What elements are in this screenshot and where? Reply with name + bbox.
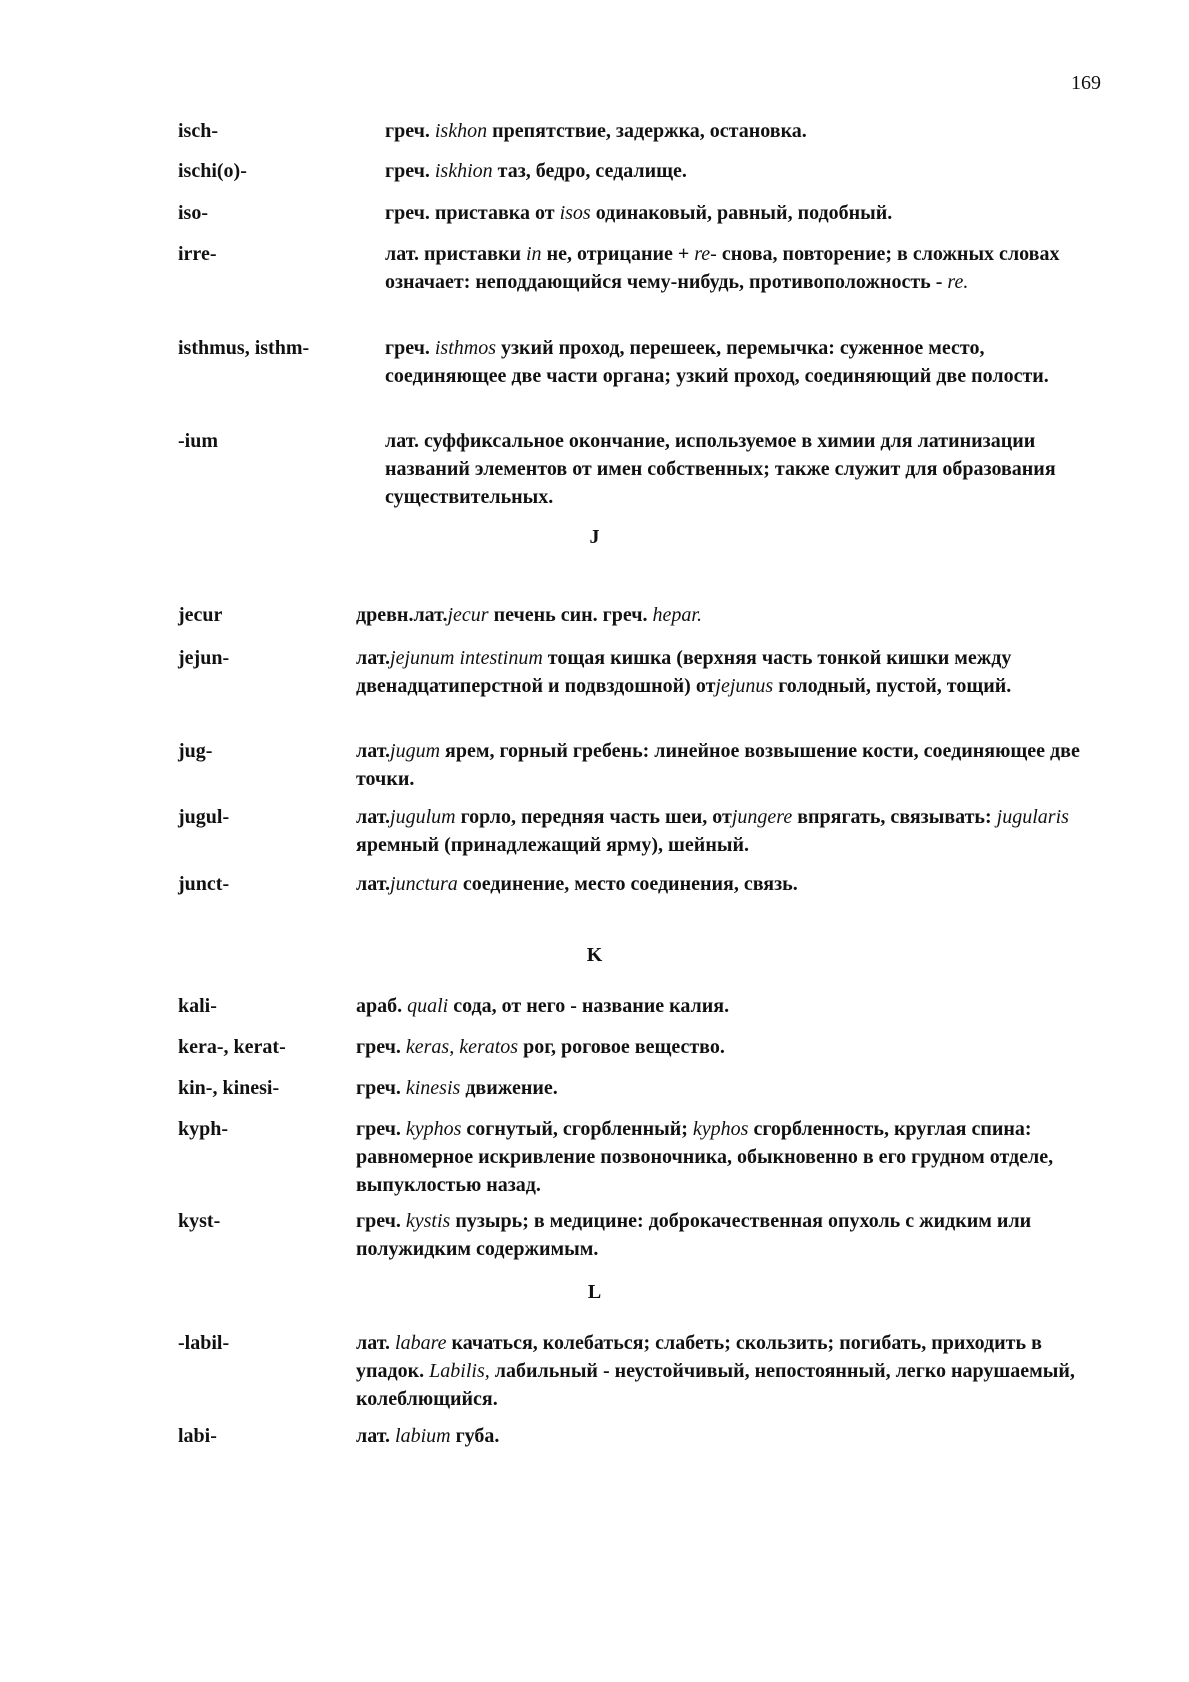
definition-text: лат. xyxy=(356,647,391,669)
definition-latin-word: jugulum xyxy=(390,806,456,828)
entry-definition xyxy=(356,1207,1091,1263)
entry-term: labi- xyxy=(178,1425,217,1447)
definition-latin-word: kyphos xyxy=(405,1118,462,1140)
definition-text: лат. xyxy=(356,1332,396,1354)
definition-text: греч. xyxy=(356,1036,406,1058)
definition-text: лат. приставки xyxy=(385,243,526,265)
definition-latin-word: iskhon xyxy=(434,120,488,142)
entry-definition xyxy=(356,992,1091,1020)
entry-term: iso- xyxy=(178,202,208,224)
definition-text: греч. приставка от xyxy=(385,202,560,224)
definition-text: узкий проход, перешеек, перемычка: суженное место, соединяющее две части органа; узкий проход, соединяющий две полости. xyxy=(385,337,1049,387)
definition-text: греч. xyxy=(356,1210,406,1232)
entry-definition xyxy=(385,199,1090,227)
definition-latin-word: iskhion xyxy=(434,160,493,182)
definition-text: согнутый, сгорбленный; xyxy=(461,1118,693,1140)
definition-latin-word: jungere xyxy=(731,806,793,828)
definition-text: лат. xyxy=(356,1425,396,1447)
entry-definition xyxy=(356,1422,1091,1450)
definition-text: одинаковый, равный, подобный. xyxy=(590,202,893,224)
entry-term: kali- xyxy=(178,995,217,1017)
entry-term: kera-, kerat- xyxy=(178,1036,286,1058)
entry-definition xyxy=(356,803,1091,859)
definition-text: печень син. греч. xyxy=(488,604,653,626)
entry-definition xyxy=(356,1329,1091,1413)
definition-latin-word: jugum xyxy=(390,740,441,762)
definition-text: греч. xyxy=(385,337,435,359)
definition-text: горло, передняя часть шеи, от xyxy=(455,806,732,828)
definition-text: не, отрицание + xyxy=(541,243,695,265)
definition-text: пузырь; в медицине: доброкачественная опухоль с жидким или полужидким содержимым. xyxy=(356,1210,1032,1260)
entry-term: jugul- xyxy=(178,806,230,828)
entry-term: ischi(o)- xyxy=(178,160,247,182)
entry-term: jecur xyxy=(178,604,223,626)
definition-text: губа. xyxy=(450,1425,500,1447)
definition-text: соединение, место соединения, связь. xyxy=(457,873,798,895)
section-letter-k: K xyxy=(586,944,603,966)
definition-text: яремный (принадлежащий ярму), шейный. xyxy=(356,834,749,856)
definition-latin-word: kinesis xyxy=(405,1077,461,1099)
definition-latin-word: jugularis xyxy=(996,806,1069,828)
definition-text: греч. xyxy=(385,120,435,142)
definition-text: ярем, горный гребень: линейное возвышение кости, соединяющее две точки. xyxy=(356,740,1080,790)
definition-text: лабильный - неустойчивый, непостоянный, легко нарушаемый, колеблющийся. xyxy=(356,1360,1075,1410)
definition-text: голодный, пустой, тощий. xyxy=(773,675,1012,697)
definition-text: греч. xyxy=(356,1077,406,1099)
definition-text: препятствие, задержка, остановка. xyxy=(487,120,807,142)
entry-definition xyxy=(356,737,1091,793)
section-letter-j: J xyxy=(589,526,600,548)
definition-text: греч. xyxy=(385,160,435,182)
definition-latin-word: in xyxy=(526,243,542,265)
definition-text: тощая кишка (верхняя часть тонкой кишки между двенадцатиперстной и подвздошной) от xyxy=(356,647,1012,697)
definition-text: греч. xyxy=(356,1118,406,1140)
definition-latin-word: re. xyxy=(947,271,969,293)
definition-latin-word: Labilis, xyxy=(429,1360,490,1382)
definition-text: впрягать, связывать: xyxy=(792,806,997,828)
definition-latin-word: jejunum intestinum xyxy=(390,647,543,669)
definition-latin-word: isthmos xyxy=(434,337,496,359)
entry-term: -labil- xyxy=(178,1332,230,1354)
definition-latin-word: keras, keratos xyxy=(405,1036,519,1058)
definition-latin-word: re- xyxy=(694,243,717,265)
definition-text: снова, повторение; в сложных словах означает: неподдающийся чему-нибудь, противоположность - xyxy=(385,243,1060,293)
entry-term: isthmus, isthm- xyxy=(178,337,310,359)
section-letter-l: L xyxy=(587,1281,602,1303)
entry-term: kyst- xyxy=(178,1210,221,1232)
definition-text: лат. xyxy=(356,740,391,762)
definition-text: древн.лат. xyxy=(356,604,448,626)
entry-term: kin-, kinesi- xyxy=(178,1077,280,1099)
entry-definition xyxy=(356,601,1091,629)
definition-text: таз, бедро, седалище. xyxy=(492,160,687,182)
definition-latin-word: junctura xyxy=(390,873,458,895)
entry-definition xyxy=(385,117,1090,145)
definition-text: лат. xyxy=(356,873,391,895)
definition-latin-word: jecur xyxy=(447,604,489,626)
definition-text: рог, роговое вещество. xyxy=(518,1036,725,1058)
definition-latin-word: labium xyxy=(395,1425,451,1447)
page-number: 169 xyxy=(1071,72,1101,94)
definition-latin-word: hepar. xyxy=(652,604,702,626)
entry-term: isch- xyxy=(178,120,218,142)
entry-definition xyxy=(385,157,1090,185)
definition-text: араб. xyxy=(356,995,408,1017)
entry-definition xyxy=(356,1115,1091,1199)
definition-text: качаться, колебаться; слабеть; скользить; погибать, приходить в упадок. xyxy=(356,1332,1042,1382)
entry-definition xyxy=(385,334,1090,390)
definition-text: лат. xyxy=(356,806,391,828)
definition-text: сода, от него - название калия. xyxy=(448,995,730,1017)
entry-term: junct- xyxy=(178,873,230,895)
definition-latin-word: labare xyxy=(395,1332,447,1354)
definition-latin-word: kyphos xyxy=(692,1118,749,1140)
entry-term: jug- xyxy=(178,740,213,762)
definition-text: движение. xyxy=(460,1077,558,1099)
entry-definition xyxy=(385,240,1090,296)
definition-text: сгорбленность, круглая спина: равномерное искривление позвоночника, обыкновенно в его грудном отделе, выпуклостью назад. xyxy=(356,1118,1054,1196)
entry-definition xyxy=(356,644,1091,700)
entry-definition xyxy=(385,427,1090,511)
definition-latin-word: isos xyxy=(559,202,591,224)
definition-latin-word: kystis xyxy=(405,1210,451,1232)
entry-term: kyph- xyxy=(178,1118,229,1140)
entry-term: irre- xyxy=(178,243,217,265)
definition-latin-word: quali xyxy=(407,995,449,1017)
definition-text: лат. суффиксальное окончание, используемое в химии для латинизации названий элементов от имен собственных; также служит для образования существительных. xyxy=(385,430,1056,508)
entry-term: jejun- xyxy=(178,647,230,669)
definition-latin-word: jejunus xyxy=(715,675,774,697)
entry-definition xyxy=(356,870,1091,898)
entry-term: -ium xyxy=(178,430,218,452)
entry-definition xyxy=(356,1074,1091,1102)
entry-definition xyxy=(356,1033,1091,1061)
